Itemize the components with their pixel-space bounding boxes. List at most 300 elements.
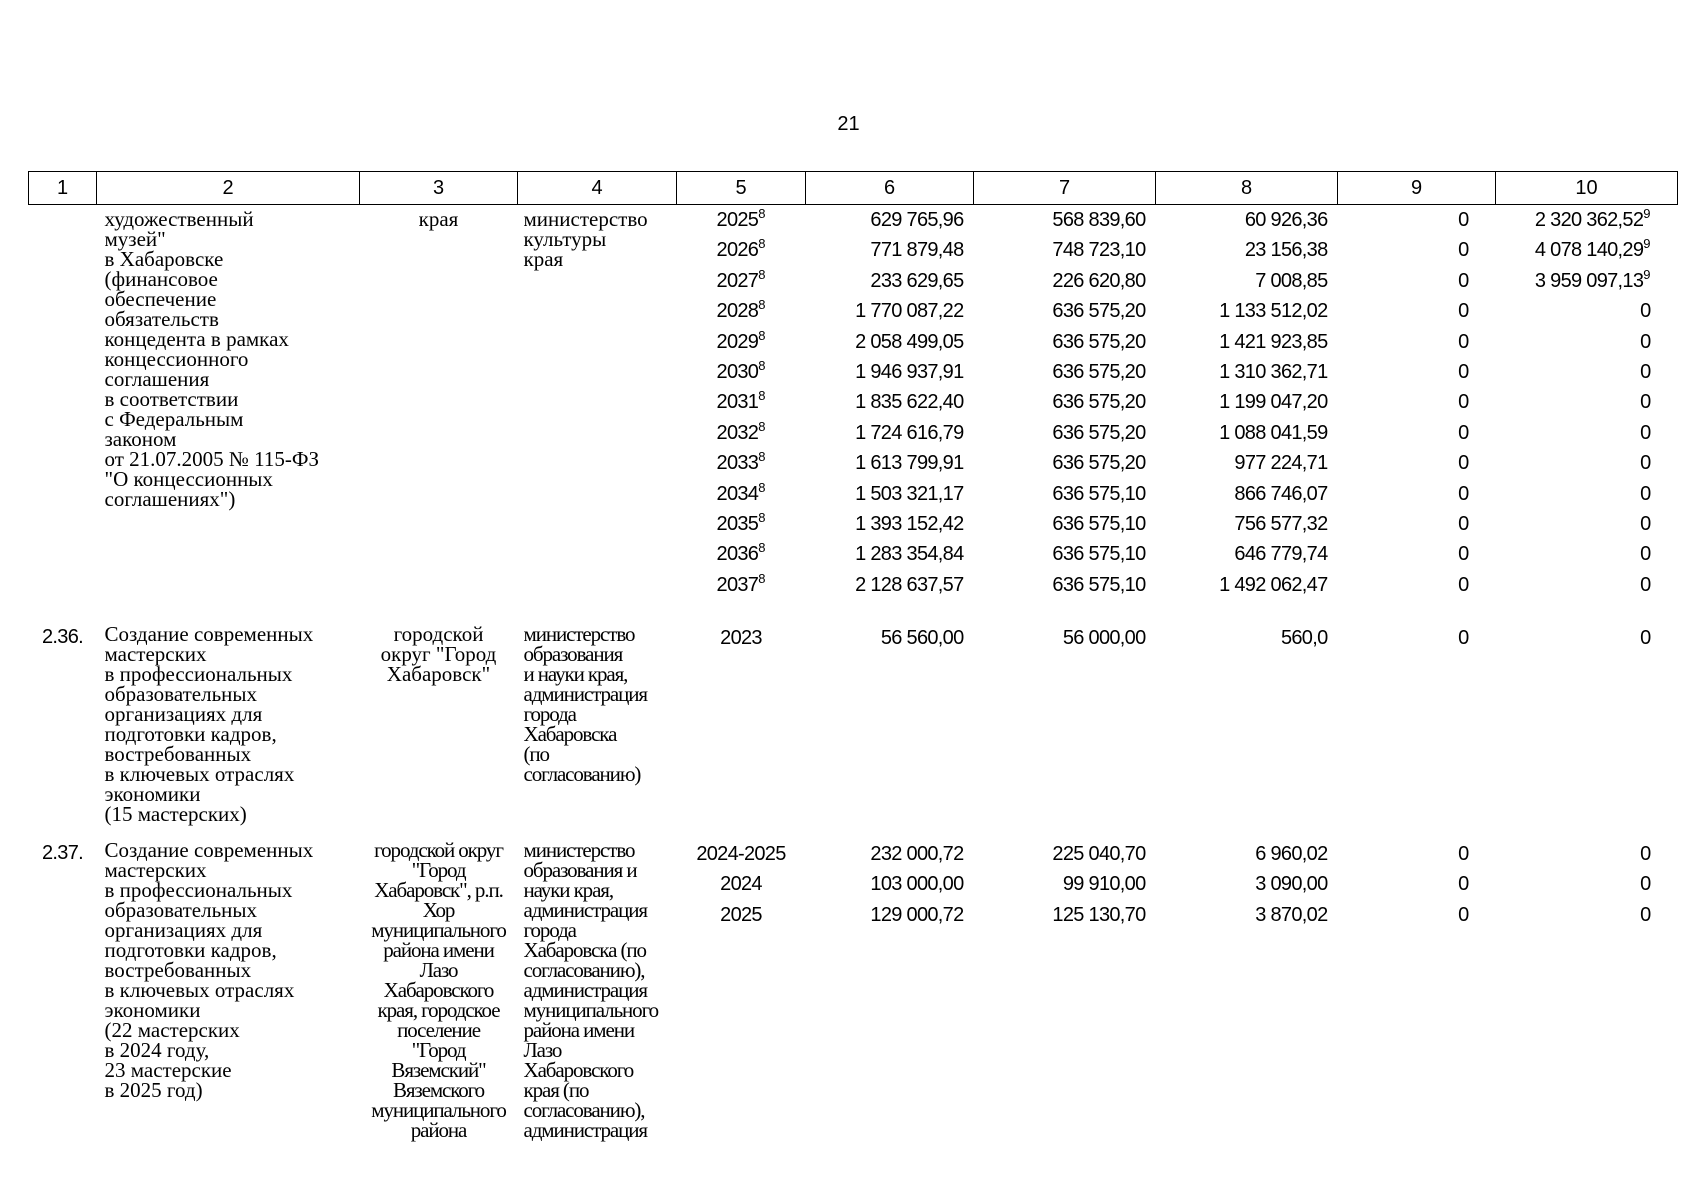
value-text: 1 835 622,40 — [855, 391, 964, 414]
measure-name — [97, 205, 360, 621]
value-text: 60 926,36 — [1244, 209, 1328, 231]
text-line: организациях для — [104, 702, 263, 726]
other-sources-cell — [1496, 836, 1678, 1140]
text-line: (22 мастерских — [104, 1018, 240, 1042]
value — [974, 357, 1156, 387]
value-text: 4 078 140,29 — [1534, 239, 1644, 262]
value-text: 1 199 047,20 — [1219, 391, 1328, 414]
value-text: 0 — [1458, 391, 1469, 414]
text-line: района имени — [383, 938, 494, 962]
footnote-mark: 8 — [758, 540, 766, 556]
value — [677, 266, 806, 296]
footnote-mark: 8 — [758, 266, 766, 282]
value-text: 0 — [1458, 482, 1469, 505]
text-line: Хор — [422, 898, 455, 922]
value-text: 1 310 362,71 — [1219, 360, 1328, 383]
value — [677, 570, 806, 600]
value — [974, 448, 1156, 478]
value — [677, 327, 806, 357]
table-row — [29, 205, 1678, 621]
footnote-mark: 9 — [1643, 266, 1651, 282]
value — [974, 623, 1156, 653]
value — [1338, 570, 1496, 600]
text-line: муниципального — [371, 1098, 506, 1122]
text-line: и науки края, — [523, 662, 628, 686]
text-line: в ключевых отраслях — [104, 762, 295, 786]
value — [677, 839, 806, 869]
header-col-2: 2 — [97, 172, 360, 205]
regional-budget-cell — [1156, 836, 1338, 1140]
value — [806, 869, 974, 899]
total-cell — [806, 620, 974, 836]
text-line: города — [523, 918, 576, 942]
value — [1156, 448, 1338, 478]
measure-name — [97, 620, 360, 836]
value-text: 3 959 097,13 — [1534, 269, 1644, 292]
row-number: 2.36. — [42, 626, 83, 648]
text-line: "О концессионных — [104, 467, 273, 491]
value — [1156, 479, 1338, 509]
footnote-mark: 8 — [758, 236, 766, 252]
value-text: 6 960,02 — [1255, 843, 1328, 865]
text-line: мастерских — [104, 858, 207, 882]
header-col-6: 6 — [806, 172, 974, 205]
local-budget-cell — [1338, 836, 1496, 1140]
value — [1156, 418, 1338, 448]
text-line: Хабаровска (по — [523, 938, 646, 962]
text-line: Хабаровского — [523, 1058, 634, 1082]
value — [1496, 418, 1678, 448]
value-text: 748 723,10 — [1052, 239, 1146, 262]
value — [677, 387, 806, 417]
text-line: согласованию), — [523, 958, 645, 982]
value-text: 560,0 — [1280, 627, 1328, 649]
text-line: обеспечение — [104, 287, 217, 311]
value — [677, 296, 806, 326]
value-text: 636 575,20 — [1052, 360, 1146, 383]
value — [1338, 539, 1496, 569]
text-line: в профессиональных — [104, 662, 293, 686]
table-row — [29, 836, 1678, 1140]
text-line: Вяземского — [392, 1078, 485, 1102]
value-text: 2034 — [716, 482, 759, 505]
local-budget-cell — [1338, 205, 1496, 621]
other-sources-cell — [1496, 620, 1678, 836]
value-text: 1 421 923,85 — [1219, 330, 1328, 353]
value-text: 0 — [1458, 873, 1469, 896]
value — [677, 900, 806, 930]
text-line: мастерских — [104, 642, 207, 666]
text-line: образовательных — [104, 682, 257, 706]
footnote-mark: 9 — [1643, 206, 1651, 221]
value — [806, 448, 974, 478]
text-line: от 21.07.2005 № 115-ФЗ — [104, 447, 320, 471]
value — [974, 539, 1156, 569]
value-text: 977 224,71 — [1234, 452, 1328, 475]
value-text: 2024-2025 — [696, 843, 786, 865]
footnote-mark: 8 — [758, 479, 766, 495]
value — [1156, 623, 1338, 653]
value — [677, 357, 806, 387]
text-line: городской округ — [374, 838, 503, 862]
value — [974, 839, 1156, 869]
text-line: Лазо — [419, 958, 458, 982]
text-line: города — [523, 702, 576, 726]
value-text: 0 — [1640, 873, 1651, 896]
value-text: 0 — [1640, 482, 1651, 505]
value — [1338, 479, 1496, 509]
value-text: 56 560,00 — [880, 627, 964, 649]
value — [806, 357, 974, 387]
footnote-mark: 8 — [758, 509, 766, 525]
executor — [518, 620, 677, 836]
value — [974, 205, 1156, 235]
text-line: края, городское — [377, 998, 500, 1022]
value — [1496, 539, 1678, 569]
value — [974, 266, 1156, 296]
value-text: 0 — [1458, 269, 1469, 292]
text-line: Создание современных — [104, 622, 314, 646]
value — [1338, 509, 1496, 539]
value-text: 2030 — [716, 360, 759, 383]
value — [1338, 235, 1496, 265]
text-line: согласованию), — [523, 1098, 645, 1122]
other-sources-cell — [1496, 205, 1678, 621]
value — [806, 418, 974, 448]
value — [806, 509, 974, 539]
federal-budget-cell — [974, 836, 1156, 1140]
header-col-3: 3 — [360, 172, 518, 205]
value — [806, 205, 974, 235]
total-cell — [806, 205, 974, 621]
value — [974, 418, 1156, 448]
value — [806, 235, 974, 265]
value-text: 56 000,00 — [1062, 627, 1146, 649]
value — [806, 296, 974, 326]
value — [1496, 235, 1678, 265]
text-line: Лазо — [523, 1038, 562, 1062]
value-text: 646 779,74 — [1234, 543, 1328, 566]
value — [1496, 509, 1678, 539]
text-line: музей" — [104, 227, 166, 251]
value — [1496, 387, 1678, 417]
value — [1156, 869, 1338, 899]
text-line: 23 мастерские — [104, 1058, 232, 1082]
text-line: в Хабаровске — [104, 247, 224, 271]
text-line: Хабаровск" — [386, 662, 491, 686]
value-text: 2025 — [716, 209, 759, 231]
value — [1496, 205, 1678, 235]
value — [1338, 418, 1496, 448]
value — [974, 869, 1156, 899]
text-line: (финансовое — [104, 267, 218, 291]
text-line: министерство — [523, 207, 648, 231]
value — [806, 387, 974, 417]
value — [1156, 539, 1338, 569]
value-text: 2 320 362,52 — [1534, 209, 1644, 231]
value — [1338, 387, 1496, 417]
value-text: 0 — [1458, 543, 1469, 566]
text-line: в 2025 год) — [104, 1078, 203, 1102]
value — [1156, 570, 1338, 600]
value-text: 2027 — [716, 269, 759, 292]
footnote-mark: 8 — [758, 449, 766, 465]
value — [1338, 327, 1496, 357]
value-text: 23 156,38 — [1244, 239, 1328, 262]
value-text: 756 577,32 — [1234, 512, 1328, 535]
value — [974, 387, 1156, 417]
value — [1496, 448, 1678, 478]
text-line: администрация — [523, 898, 647, 922]
value — [1338, 296, 1496, 326]
value — [1496, 839, 1678, 869]
text-line: (по — [523, 742, 549, 766]
value-text: 3 870,02 — [1255, 903, 1328, 926]
value-text: 1 613 799,91 — [855, 452, 964, 475]
value — [1338, 357, 1496, 387]
total-cell — [806, 836, 974, 1140]
value — [677, 205, 806, 235]
text-line: образования и — [523, 858, 637, 882]
territory — [360, 620, 518, 836]
text-line: образования — [523, 642, 623, 666]
value-text: 103 000,00 — [870, 873, 964, 896]
value — [806, 570, 974, 600]
text-line: края — [418, 207, 459, 231]
value-text: 0 — [1458, 627, 1469, 649]
value — [1338, 623, 1496, 653]
value-text: 2031 — [716, 391, 759, 414]
value — [806, 623, 974, 653]
text-line: района имени — [523, 1018, 634, 1042]
value-text: 0 — [1458, 903, 1469, 926]
header-col-5: 5 — [677, 172, 806, 205]
value-text: 0 — [1640, 360, 1651, 383]
value-text: 1 503 321,17 — [855, 482, 964, 505]
value-text: 2033 — [716, 452, 759, 475]
value — [1496, 327, 1678, 357]
executor — [518, 205, 677, 621]
value — [677, 539, 806, 569]
footnote-mark: 8 — [758, 297, 766, 313]
value — [1156, 357, 1338, 387]
value-text: 226 620,80 — [1052, 269, 1146, 292]
row-number — [29, 205, 97, 621]
value-text: 3 090,00 — [1255, 873, 1328, 896]
value-text: 0 — [1640, 330, 1651, 353]
executor — [518, 836, 677, 1140]
value-text: 0 — [1640, 843, 1651, 865]
value-text: 636 575,20 — [1052, 330, 1146, 353]
text-line: Хабаровского — [383, 978, 494, 1002]
value-text: 1 724 616,79 — [855, 421, 964, 444]
measure-name — [97, 836, 360, 1140]
value-text: 636 575,10 — [1052, 482, 1146, 505]
text-line: муниципального — [523, 998, 658, 1022]
value-text: 1 283 354,84 — [855, 543, 964, 566]
value — [974, 570, 1156, 600]
text-line: организациях для — [104, 918, 263, 942]
value-text: 0 — [1640, 573, 1651, 596]
text-line: в 2024 году, — [104, 1038, 210, 1062]
text-line: района — [410, 1118, 467, 1142]
value-text: 2028 — [716, 300, 759, 323]
value-text: 2 058 499,05 — [855, 330, 964, 353]
value-text: 636 575,10 — [1052, 573, 1146, 596]
value-text: 0 — [1640, 300, 1651, 323]
text-line: в соответствии — [104, 387, 239, 411]
value — [974, 235, 1156, 265]
local-budget-cell — [1338, 620, 1496, 836]
value — [1338, 205, 1496, 235]
value-text: 233 629,65 — [870, 269, 964, 292]
value — [1496, 266, 1678, 296]
value — [974, 509, 1156, 539]
value — [1338, 869, 1496, 899]
value-text: 0 — [1458, 452, 1469, 475]
text-line: подготовки кадров, — [104, 722, 277, 746]
value — [974, 479, 1156, 509]
territory — [360, 836, 518, 1140]
value — [1156, 387, 1338, 417]
year-cell — [677, 620, 806, 836]
header-col-10: 10 — [1496, 172, 1678, 205]
text-line: культуры — [523, 227, 607, 251]
value-text: 225 040,70 — [1052, 843, 1146, 865]
value — [677, 509, 806, 539]
row-number: 2.37. — [42, 842, 83, 864]
text-line: востребованных — [104, 958, 252, 982]
text-line: Создание современных — [104, 838, 314, 862]
value-text: 0 — [1458, 360, 1469, 383]
text-line: концедента в рамках — [104, 327, 289, 351]
value-text: 2029 — [716, 330, 759, 353]
regional-budget-cell — [1156, 620, 1338, 836]
value-text: 0 — [1640, 452, 1651, 475]
text-line: муниципального — [371, 918, 506, 942]
value-text: 1 770 087,22 — [855, 300, 964, 323]
value-text: 636 575,10 — [1052, 512, 1146, 535]
text-line: подготовки кадров, — [104, 938, 277, 962]
text-line: округ "Город — [380, 642, 497, 666]
header-col-1: 1 — [29, 172, 97, 205]
value — [974, 296, 1156, 326]
value-text: 0 — [1458, 512, 1469, 535]
value-text: 7 008,85 — [1255, 269, 1328, 292]
value — [1338, 448, 1496, 478]
footnote-mark: 8 — [758, 570, 766, 586]
value — [677, 235, 806, 265]
text-line: городской — [393, 622, 484, 646]
value — [1156, 900, 1338, 930]
value — [806, 479, 974, 509]
header-col-7: 7 — [974, 172, 1156, 205]
value — [1338, 839, 1496, 869]
value — [974, 900, 1156, 930]
value — [1338, 266, 1496, 296]
value-text: 0 — [1458, 239, 1469, 262]
text-line: "Город — [411, 1038, 466, 1062]
text-line: в ключевых отраслях — [104, 978, 295, 1002]
value — [1496, 570, 1678, 600]
value-text: 1 946 937,91 — [855, 360, 964, 383]
header-col-8: 8 — [1156, 172, 1338, 205]
value-text: 771 879,48 — [870, 239, 964, 262]
text-line: Хабаровск", р.п. — [374, 878, 503, 902]
value — [1156, 205, 1338, 235]
footnote-mark: 9 — [1643, 236, 1651, 252]
territory — [360, 205, 518, 621]
value-text: 636 575,10 — [1052, 543, 1146, 566]
header-col-4: 4 — [518, 172, 677, 205]
value — [677, 623, 806, 653]
text-line: края (по — [523, 1078, 589, 1102]
value-text: 636 575,20 — [1052, 421, 1146, 444]
value — [1496, 900, 1678, 930]
value-text: 232 000,72 — [870, 843, 964, 865]
value-text: 2026 — [716, 239, 759, 262]
value-text: 0 — [1640, 512, 1651, 535]
value — [1156, 296, 1338, 326]
value-text: 129 000,72 — [870, 903, 964, 926]
text-line: экономики — [104, 998, 201, 1022]
footnote-mark: 8 — [758, 327, 766, 343]
value-text: 0 — [1458, 209, 1469, 231]
value — [1156, 509, 1338, 539]
text-line: администрация — [523, 682, 647, 706]
value-text: 1 133 512,02 — [1219, 300, 1328, 323]
program-table — [28, 171, 1678, 1140]
value-text: 2025 — [720, 903, 762, 926]
text-line: администрация — [523, 1118, 647, 1142]
value-text: 2036 — [716, 543, 759, 566]
value-text: 0 — [1458, 573, 1469, 596]
text-line: администрация — [523, 978, 647, 1002]
value-text: 2023 — [720, 627, 762, 649]
text-line: науки края, — [523, 878, 614, 902]
footnote-mark: 8 — [758, 206, 766, 221]
value — [1338, 900, 1496, 930]
value-text: 0 — [1640, 421, 1651, 444]
text-line: согласованию) — [523, 762, 641, 786]
text-line: Хабаровска — [523, 722, 617, 746]
text-line: востребованных — [104, 742, 252, 766]
value-text: 2024 — [720, 873, 762, 896]
value-text: 0 — [1458, 421, 1469, 444]
value-text: 2037 — [716, 573, 759, 596]
year-cell — [677, 836, 806, 1140]
value-text: 1 088 041,59 — [1219, 421, 1328, 444]
value-text: 0 — [1458, 843, 1469, 865]
value — [806, 900, 974, 930]
value — [1496, 623, 1678, 653]
table-row — [29, 620, 1678, 836]
value — [1496, 869, 1678, 899]
value-text: 636 575,20 — [1052, 452, 1146, 475]
value — [1156, 235, 1338, 265]
value-text: 125 130,70 — [1052, 903, 1146, 926]
text-line: "Город — [411, 858, 466, 882]
value-text: 1 492 062,47 — [1219, 573, 1328, 596]
value-text: 636 575,20 — [1052, 391, 1146, 414]
value — [806, 327, 974, 357]
text-line: поселение — [397, 1018, 480, 1042]
value-text: 568 839,60 — [1052, 209, 1146, 231]
value — [806, 539, 974, 569]
value — [677, 479, 806, 509]
value — [1496, 296, 1678, 326]
text-line: художественный — [104, 207, 254, 231]
